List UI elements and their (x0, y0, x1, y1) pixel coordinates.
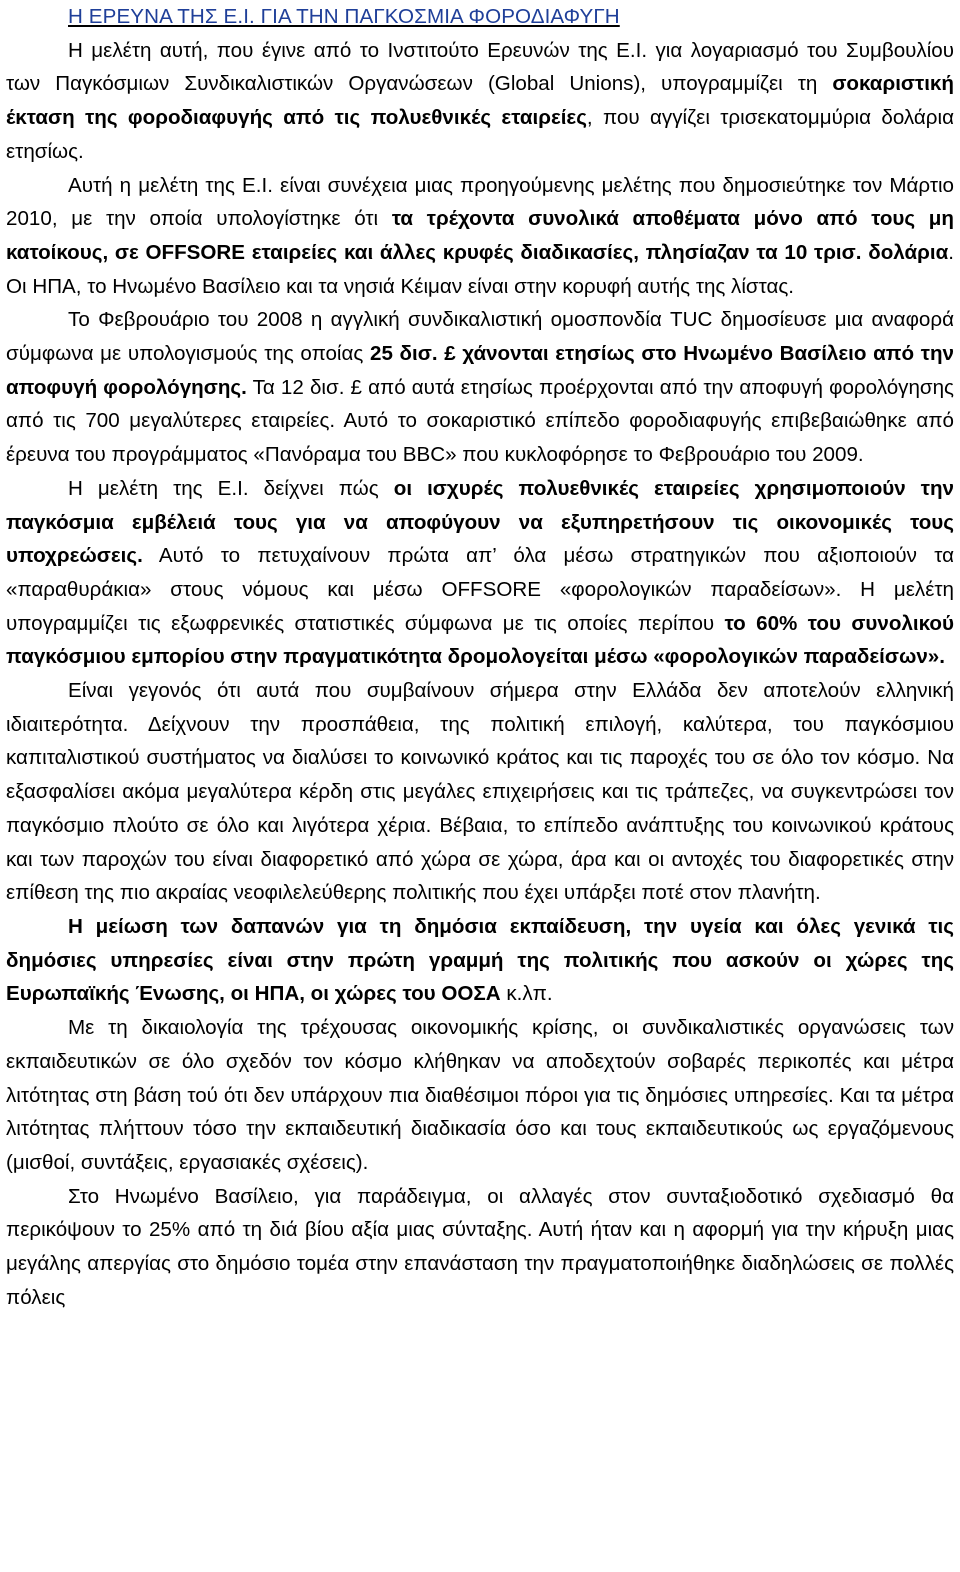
bold-text: το 60% του συνολικού παγκόσμιου εμπορίου στην πραγματικότητα δρομολογείται μέσω «φορολογικών παραδείσων». (6, 611, 954, 669)
text-run: Είναι γεγονός ότι αυτά που συμβαίνουν σήμερα στην Ελλάδα δεν αποτελούν ελληνική ιδιαιτερότητα. Δείχνουν την προσπάθεια, της πολιτική επιλογή, καλύτερα, του παγκόσμιου καπιταλιστικού συστήματος να διαλύσει το κοινωνικό κράτος και τις παροχές του σε όλο τον κόσμο. Να εξασφαλίσει ακόμα μεγαλύτερα κέρδη στις μεγάλες επιχειρήσεις και τις τράπεζες, να συγκεντρώσει τον παγκόσμιο πλούτο σε όλο και λιγότερα χέρια. Βέβαια, το επίπεδο ανάπτυξης του κοινωνικού κράτους και των παροχών του είναι διαφορετικό από χώρα σε χώρα, άρα και οι αντοχές του διαφορετικές στην επίθεση της πιο ακραίας νεοφιλελεύθερης πολιτικής που έχει υπάρξει ποτέ στον πλανήτη. (6, 679, 954, 905)
text-run: Με τη δικαιολογία της τρέχουσας οικονομικής κρίσης, οι συνδικαλιστικές οργανώσεις των εκπαιδευτικών σε όλο σχεδόν τον κόσμο κλήθηκαν να αποδεχτούν σοβαρές περικοπές και μέτρα λιτότητας στη βάση τού ότι δεν υπάρχουν πια διαθέσιμοι πόροι για τις δημόσιες υπηρεσίες. Και τα μέτρα λιτότητας πλήττουν τόσο την εκπαιδευτική διαδικασία όσο και τους εκπαιδευτικούς ως εργαζόμενους (μισθοί, συντάξεις, εργασιακές σχέσεις). (6, 1016, 954, 1174)
heading-text: Η ΕΡΕΥΝΑ ΤΗΣ Ε.Ι. ΓΙΑ ΤΗΝ ΠΑΓΚΟΣΜΙΑ ΦΟΡΟΔΙΑΦΥΓΗ (68, 5, 620, 28)
bold-text: σοκαριστική έκταση της φοροδιαφυγής από τις πολυεθνικές εταιρείες (6, 72, 954, 130)
paragraph (6, 1011, 954, 1180)
text-run: Αυτή η μελέτη της Ε.Ι. είναι συνέχεια μιας προηγούμενης μελέτης που δημοσιεύτηκε τον Μάρτιο 2010, με την οποία υπολογίστηκε ότι (6, 173, 954, 231)
bold-text: Η μείωση των δαπανών για τη δημόσια εκπαίδευση, την υγεία και όλες γενικά τις δημόσιες υπηρεσίες είναι στην πρώτη γραμμή της πολιτικής που ασκούν οι χώρες της Ευρωπαϊκής Ένωσης, οι ΗΠΑ, οι χώρες του ΟΟΣΑ (6, 914, 954, 1006)
paragraph (6, 472, 954, 674)
text-run: . Οι ΗΠΑ, το Ηνωμένο Βασίλειο και τα νησιά Κέιμαν είναι στην κορυφή αυτής της λίστας. (6, 240, 954, 298)
text-run: Η μελέτη αυτή, που έγινε από το Ινστιτούτο Ερευνών της Ε.Ι. για λογαριασμό του Συμβουλίου των Παγκόσμιων Συνδικαλιστικών Οργανώσεων (Global Unions), υπογραμμίζει τη (6, 38, 954, 96)
bold-text: τα τρέχοντα συνολικά αποθέματα μόνο από τους μη κατοίκους, σε OFFSORE εταιρείες και άλλες κρυφές διαδικασίες, πλησίαζαν τα 10 τρισ. δολάρια (6, 207, 954, 264)
text-run: Αυτό το πετυχαίνουν πρώτα απ’ όλα μέσω στρατηγικών που αξιοποιούν τα «παραθυράκια» στους νόμους και μέσω OFFSORE «φορολογικών παραδείσων». Η μελέτη υπογραμμίζει τις εξωφρενικές στατιστικές σύμφωνα με τις οποίες περίπου (6, 544, 954, 635)
text-run: κ.λπ. (500, 982, 553, 1006)
paragraph (6, 34, 954, 169)
paragraph (6, 303, 954, 472)
text-run: , που αγγίζει τρισεκατομμύρια δολάρια ετησίως. (6, 106, 954, 163)
paragraph (6, 910, 954, 1011)
document-body (6, 34, 954, 1315)
bold-text: 25 δισ. £ χάνονται ετησίως στο Ηνωμένο Βασίλειο από την αποφυγή φορολόγησης. (6, 342, 954, 399)
text-run: Η μελέτη της Ε.Ι. δείχνει πώς (68, 476, 394, 500)
text-run: Τα 12 δισ. £ από αυτά ετησίως προέρχονται από την αποφυγή φορολόγησης από τις 700 μεγαλύτερες εταιρείες. Αυτό το σοκαριστικό επίπεδο φοροδιαφυγής επιβεβαιώθηκε από έρευνα του προγράμματος «Πανόραμα του BBC» που κυκλοφόρησε το Φεβρουάριο του 2009. (6, 375, 954, 467)
bold-text: οι ισχυρές πολυεθνικές εταιρείες χρησιμοποιούν την παγκόσμια εμβέλειά τους για να αποφύγουν να εξυπηρετήσουν τις οικονομικές τους υποχρεώσεις. (6, 476, 954, 568)
paragraph (6, 169, 954, 304)
paragraph (6, 674, 954, 910)
document-heading (6, 0, 954, 34)
paragraph (6, 1180, 954, 1315)
text-run: Το Φεβρουάριο του 2008 η αγγλική συνδικαλιστική ομοσπονδία TUC δημοσίευσε μια αναφορά σύμφωνα με υπολογισμούς της οποίας (6, 308, 954, 366)
text-run: Στο Ηνωμένο Βασίλειο, για παράδειγμα, οι αλλαγές στον συνταξιοδοτικό σχεδιασμό θα περικόψουν το 25% από τη διά βίου αξία μιας σύνταξης. Αυτή ήταν και η αφορμή για την κήρυξη μιας μεγάλης απεργίας στο δημόσιο τομέα στην επανάσταση την πραγματοποιήθηκε διαδηλώσεις σε πολλές πόλεις (6, 1184, 954, 1309)
